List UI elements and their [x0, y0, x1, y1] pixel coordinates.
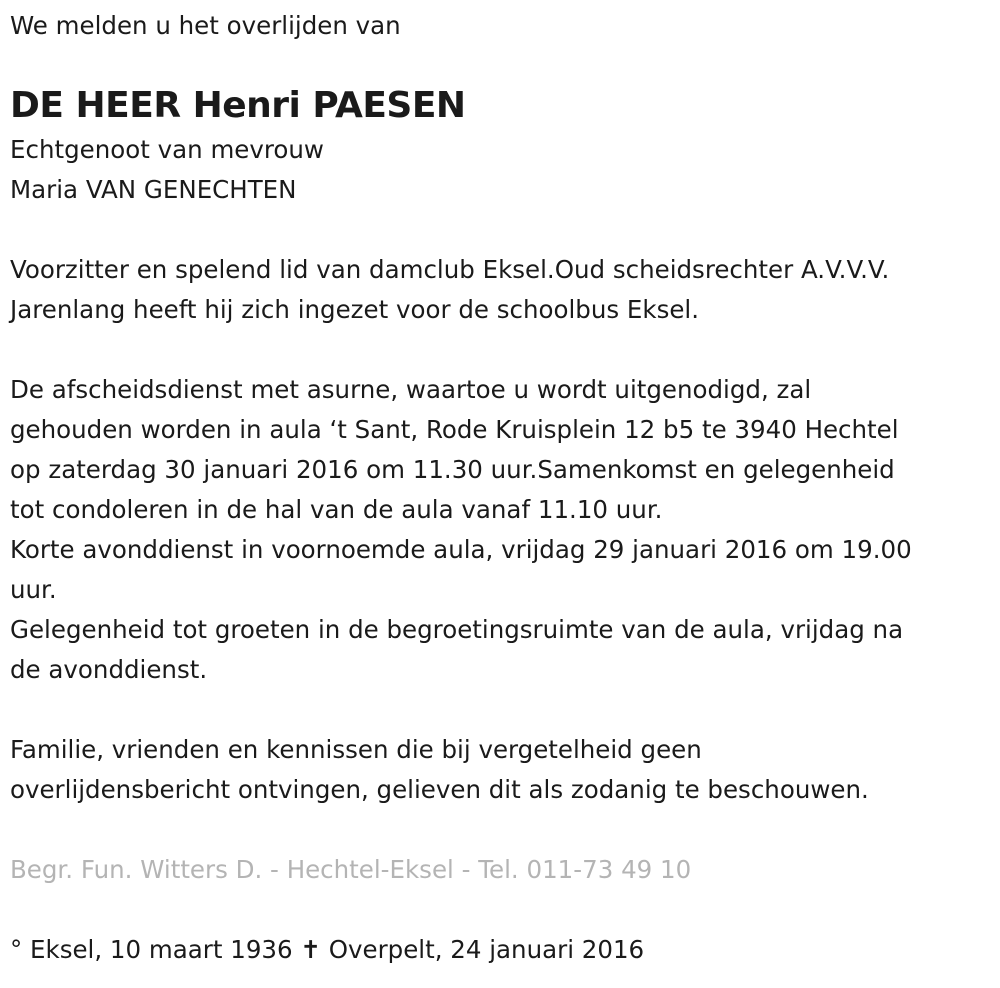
life-dates — [10, 930, 990, 970]
service-line: op zaterdag 30 januari 2016 om 11.30 uur.Samenkomst en gelegenheid — [10, 455, 895, 484]
service-line: De afscheidsdienst met asurne, waartoe u wordt uitgenodigd, zal — [10, 375, 812, 404]
birth-symbol: ° — [10, 935, 23, 964]
notice-line: overlijdensbericht ontvingen, gelieven dit als zodanig te beschouwen. — [10, 775, 869, 804]
cross-icon: ✝ — [300, 935, 321, 964]
intro-text: We melden u het overlijden van — [10, 11, 401, 40]
funeral-home-info: Begr. Fun. Witters D. - Hechtel-Eksel - Tel. 011-73 49 10 — [10, 855, 692, 884]
service-line: gehouden worden in aula ‘t Sant, Rode Kruisplein 12 b5 te 3940 Hechtel — [10, 415, 899, 444]
service-line: de avonddienst. — [10, 655, 208, 684]
service-line: Gelegenheid tot groeten in de begroetingsruimte van de aula, vrijdag na — [10, 615, 904, 644]
spacer — [10, 810, 990, 850]
deceased-name: DE HEER Henri PAESEN — [10, 85, 466, 126]
death-date: Overpelt, 24 januari 2016 — [328, 935, 645, 964]
birth-date: Eksel, 10 maart 1936 — [30, 935, 293, 964]
bio-paragraph — [10, 250, 990, 330]
service-line: Korte avonddienst in voornoemde aula, vrijdag 29 januari 2016 om 19.00 — [10, 535, 912, 564]
death-notice — [10, 6, 990, 970]
spouse-line-1: Echtgenoot van mevrouw — [10, 135, 324, 164]
spouse-line-2: Maria VAN GENECHTEN — [10, 175, 297, 204]
spacer — [10, 330, 990, 370]
notice-paragraph — [10, 730, 990, 810]
bio-line: Voorzitter en spelend lid van damclub Eksel.Oud scheidsrechter A.V.V.V. — [10, 255, 890, 284]
service-line: uur. — [10, 575, 57, 604]
service-paragraph — [10, 370, 990, 690]
notice-line: Familie, vrienden en kennissen die bij vergetelheid geen — [10, 735, 702, 764]
spacer — [10, 690, 990, 730]
service-line: tot condoleren in de hal van de aula vanaf 11.10 uur. — [10, 495, 663, 524]
bio-line: Jarenlang heeft hij zich ingezet voor de schoolbus Eksel. — [10, 295, 700, 324]
spacer — [10, 210, 990, 250]
spacer — [10, 890, 990, 930]
spouse-block — [10, 130, 990, 210]
